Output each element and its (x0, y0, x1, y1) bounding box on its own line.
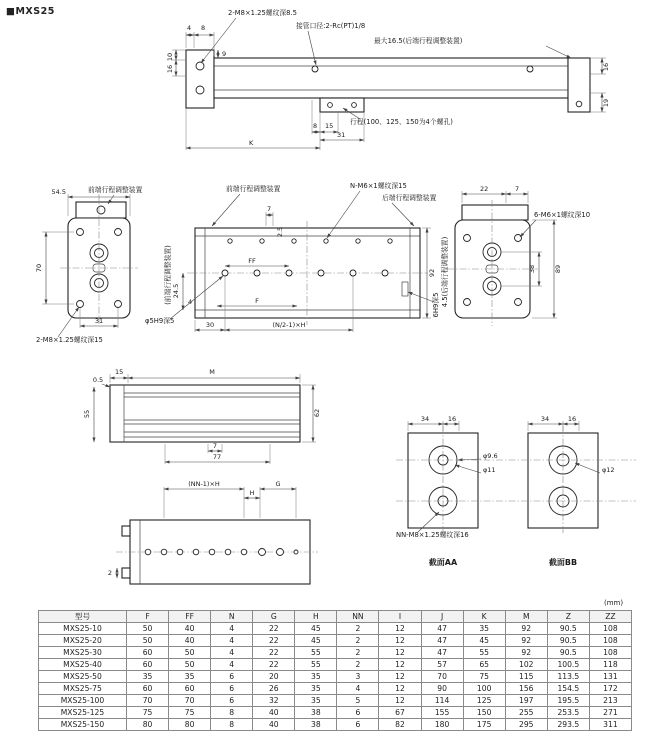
model-cell: MXS25-100 (39, 695, 127, 707)
value-cell: 22 (253, 647, 295, 659)
dim-label: 16 (567, 415, 577, 423)
section-aa (408, 415, 478, 535)
value-cell: 115 (505, 671, 547, 683)
value-cell: 35 (295, 695, 337, 707)
spec-table-header-row (39, 611, 632, 623)
value-cell: 60 (127, 659, 169, 671)
value-cell: 12 (379, 623, 421, 635)
value-cell: 311 (589, 719, 631, 731)
value-cell: 82 (379, 719, 421, 731)
value-cell: 4 (211, 623, 253, 635)
bottom-view-body (116, 520, 318, 584)
value-cell: 12 (379, 659, 421, 671)
rail-body (110, 385, 300, 442)
value-cell: 35 (127, 671, 169, 683)
front-end-view (35, 185, 143, 344)
dim-label: 31 (94, 317, 104, 325)
value-cell: 26 (253, 683, 295, 695)
page-title: ■MXS25 (6, 6, 55, 17)
port-note: 接管口径:2-Rc(PT)1/8 (296, 22, 366, 30)
value-cell: 57 (421, 659, 463, 671)
spec-table-body (39, 623, 632, 731)
table-row (39, 623, 632, 635)
dim-label: 4 (188, 298, 193, 306)
value-cell: 90 (421, 683, 463, 695)
column-header: F (127, 611, 169, 623)
value-cell: 22 (253, 659, 295, 671)
dim-label: 16 (602, 62, 610, 72)
value-cell: 92 (505, 647, 547, 659)
value-cell: 47 (421, 623, 463, 635)
model-cell: MXS25-50 (39, 671, 127, 683)
dim-label: 31 (337, 131, 346, 139)
value-cell: 155 (421, 707, 463, 719)
table-row (39, 719, 632, 731)
value-cell: 22 (253, 623, 295, 635)
dim-label: (NN-1)×H (188, 480, 220, 488)
value-cell: 67 (379, 707, 421, 719)
value-cell: 108 (589, 647, 631, 659)
value-cell: 293.5 (547, 719, 589, 731)
value-cell: 12 (379, 671, 421, 683)
dim-label: 19 (602, 98, 610, 108)
value-cell: 40 (253, 719, 295, 731)
value-cell: 92 (505, 623, 547, 635)
front-adjuster-label: 前端行程调整装置 (88, 186, 143, 194)
dim-label: 0.5 (92, 376, 104, 384)
value-cell: 175 (463, 719, 505, 731)
plan-view (145, 181, 440, 332)
value-cell: 118 (589, 659, 631, 671)
column-header: FF (169, 611, 211, 623)
value-cell: 75 (127, 707, 169, 719)
value-cell: 271 (589, 707, 631, 719)
value-cell: 90.5 (547, 647, 589, 659)
value-cell: 6 (211, 695, 253, 707)
front-adjuster-label: 前端行程调整装置 (226, 185, 281, 193)
column-header: I (379, 611, 421, 623)
dim-label: 8 (201, 24, 206, 32)
rear-adjuster-side-label: 4.5(后端行程调整装置) (441, 236, 449, 308)
value-cell: 4 (211, 635, 253, 647)
value-cell: 295 (505, 719, 547, 731)
side-view-body (186, 50, 590, 112)
dim-label: 4 (187, 24, 192, 32)
value-cell: 12 (379, 683, 421, 695)
dim-label: 89 (554, 264, 562, 274)
value-cell: 40 (253, 707, 295, 719)
cross-sections-drawing (388, 413, 644, 583)
value-cell: 20 (253, 671, 295, 683)
value-cell: 195.5 (547, 695, 589, 707)
value-cell: 253.5 (547, 707, 589, 719)
dim-label: 34 (540, 415, 550, 423)
value-cell: 6 (211, 683, 253, 695)
thread-note: 6-M6×1螺纹深10 (534, 211, 591, 219)
value-cell: 6 (337, 719, 379, 731)
thread-note: 2-M8×1.25螺纹深8.5 (228, 9, 297, 17)
bottom-view-drawing (100, 474, 350, 604)
value-cell: 55 (295, 647, 337, 659)
value-cell: 50 (127, 623, 169, 635)
value-cell: 80 (169, 719, 211, 731)
column-header: N (211, 611, 253, 623)
value-cell: 22 (253, 635, 295, 647)
value-cell: 50 (127, 635, 169, 647)
dim-label: H (249, 489, 255, 497)
value-cell: 12 (379, 695, 421, 707)
table-row (39, 635, 632, 647)
column-header: NN (337, 611, 379, 623)
dim-label: 7 (267, 205, 272, 213)
thread-note: NN-M8×1.25螺纹深16 (396, 531, 469, 539)
column-header: ZZ (589, 611, 631, 623)
value-cell: 60 (169, 683, 211, 695)
pin-hole-note: φ5H9深5 (145, 317, 175, 325)
dimension-table (38, 610, 632, 731)
dim-label: 9 (222, 50, 227, 58)
table-row (39, 683, 632, 695)
column-header: Z (547, 611, 589, 623)
value-cell: 156 (505, 683, 547, 695)
dim-label: FF (248, 257, 256, 265)
value-cell: 90.5 (547, 635, 589, 647)
dim-label: 2 (107, 569, 113, 577)
value-cell: 50 (169, 647, 211, 659)
dim-label: 15 (325, 122, 334, 130)
rail-view-drawing (80, 366, 350, 476)
unit-note: (mm) (604, 599, 624, 607)
max-stroke-note: 最大16.5(后端行程调整装置) (374, 37, 463, 45)
value-cell: 35 (295, 683, 337, 695)
value-cell: 35 (169, 671, 211, 683)
dim-label: M (209, 368, 215, 376)
dim-label: 2.5 (276, 226, 284, 238)
value-cell: 131 (589, 671, 631, 683)
value-cell: 3 (337, 671, 379, 683)
dim-label: 70 (35, 263, 43, 273)
value-cell: 45 (295, 635, 337, 647)
value-cell: 80 (127, 719, 169, 731)
value-cell: 35 (463, 623, 505, 635)
value-cell: 100.5 (547, 659, 589, 671)
dim-label: 54.5 (51, 188, 66, 196)
dim-label: 62 (313, 408, 321, 418)
value-cell: 255 (505, 707, 547, 719)
diameter-label: φ9.6 (483, 452, 498, 460)
value-cell: 90.5 (547, 623, 589, 635)
dim-label: (N/2-1)×H (272, 321, 306, 329)
value-cell: 40 (169, 635, 211, 647)
value-cell: 154.5 (547, 683, 589, 695)
value-cell: 12 (379, 635, 421, 647)
section-bb (528, 415, 598, 535)
value-cell: 6 (211, 671, 253, 683)
value-cell: 55 (295, 659, 337, 671)
value-cell: 8 (211, 719, 253, 731)
column-header: M (505, 611, 547, 623)
dim-label: G (275, 480, 281, 488)
middle-views-drawing (30, 180, 642, 368)
value-cell: 40 (169, 623, 211, 635)
value-cell: 47 (421, 647, 463, 659)
value-cell: 150 (463, 707, 505, 719)
dim-label: F (255, 297, 259, 305)
value-cell: 125 (463, 695, 505, 707)
thread-note: N-M6×1螺纹深15 (350, 182, 407, 190)
value-cell: 55 (463, 647, 505, 659)
value-cell: 108 (589, 635, 631, 647)
model-cell: MXS25-150 (39, 719, 127, 731)
dim-label: 34 (420, 415, 430, 423)
value-cell: 92 (505, 635, 547, 647)
section-bb-caption: 截面BB (548, 558, 578, 567)
dim-label: K (249, 139, 254, 147)
column-header: G (253, 611, 295, 623)
model-cell: MXS25-20 (39, 635, 127, 647)
value-cell: 35 (295, 671, 337, 683)
value-cell: 60 (127, 683, 169, 695)
value-cell: 6 (337, 707, 379, 719)
front-adjuster-side-label: (前端行程调整装置) (164, 245, 172, 305)
dim-label: 77 (212, 453, 222, 461)
value-cell: 70 (169, 695, 211, 707)
dim-label: 24.5 (172, 283, 180, 299)
value-cell: 180 (421, 719, 463, 731)
value-cell: 12 (379, 647, 421, 659)
value-cell: 2 (337, 659, 379, 671)
value-cell: 2 (337, 647, 379, 659)
table-row (39, 659, 632, 671)
value-cell: 4 (211, 647, 253, 659)
value-cell: 70 (127, 695, 169, 707)
side-view-drawing (160, 6, 638, 158)
value-cell: 65 (463, 659, 505, 671)
value-cell: 8 (211, 707, 253, 719)
dim-label: 16 (447, 415, 457, 423)
rear-adjuster-label: 后端行程调整装置 (382, 194, 437, 202)
value-cell: 113.5 (547, 671, 589, 683)
rear-end-view (440, 185, 590, 326)
value-cell: 47 (421, 635, 463, 647)
model-cell: MXS25-40 (39, 659, 127, 671)
section-aa-caption: 截面AA (428, 558, 458, 567)
dim-label: 55 (83, 409, 91, 419)
table-row (39, 671, 632, 683)
value-cell: 197 (505, 695, 547, 707)
diameter-label: φ12 (602, 466, 615, 474)
thread-note: 2-M8×1.25螺纹深15 (36, 336, 103, 344)
column-header: 型号 (39, 611, 127, 623)
model-cell: MXS25-125 (39, 707, 127, 719)
value-cell: 114 (421, 695, 463, 707)
dimension-table-wrap (38, 610, 632, 731)
value-cell: 70 (421, 671, 463, 683)
model-cell: MXS25-30 (39, 647, 127, 659)
model-cell: MXS25-10 (39, 623, 127, 635)
dim-label: 7 (212, 442, 218, 450)
dim-label: 92 (428, 268, 436, 278)
value-cell: 213 (589, 695, 631, 707)
value-cell: 4 (211, 659, 253, 671)
value-cell: 38 (295, 707, 337, 719)
value-cell: 172 (589, 683, 631, 695)
stroke-holes-note: 行程(100、125、150为4个螺孔) (350, 118, 453, 126)
column-header: H (295, 611, 337, 623)
value-cell: 50 (169, 659, 211, 671)
dim-label: 16 (166, 64, 174, 74)
column-header: K (463, 611, 505, 623)
dim-label: 22 (480, 185, 489, 193)
value-cell: 4 (337, 683, 379, 695)
value-cell: 108 (589, 623, 631, 635)
dim-label: 10 (166, 52, 174, 62)
value-cell: 45 (463, 635, 505, 647)
dim-label: 7 (515, 185, 520, 193)
table-row (39, 647, 632, 659)
dim-label: 38 (528, 264, 536, 274)
model-cell: MXS25-75 (39, 683, 127, 695)
value-cell: 32 (253, 695, 295, 707)
diameter-label: φ11 (483, 466, 496, 474)
column-header: J (421, 611, 463, 623)
slot-note: 6H9深5 (432, 292, 440, 318)
value-cell: 100 (463, 683, 505, 695)
value-cell: 75 (169, 707, 211, 719)
value-cell: 60 (127, 647, 169, 659)
dim-label: 30 (205, 321, 215, 329)
value-cell: 5 (337, 695, 379, 707)
table-row (39, 707, 632, 719)
value-cell: 38 (295, 719, 337, 731)
value-cell: 102 (505, 659, 547, 671)
table-row (39, 695, 632, 707)
dim-label: 15 (115, 368, 124, 376)
value-cell: 75 (463, 671, 505, 683)
value-cell: 45 (295, 623, 337, 635)
value-cell: 2 (337, 635, 379, 647)
dim-label: 8 (313, 122, 318, 130)
value-cell: 2 (337, 623, 379, 635)
